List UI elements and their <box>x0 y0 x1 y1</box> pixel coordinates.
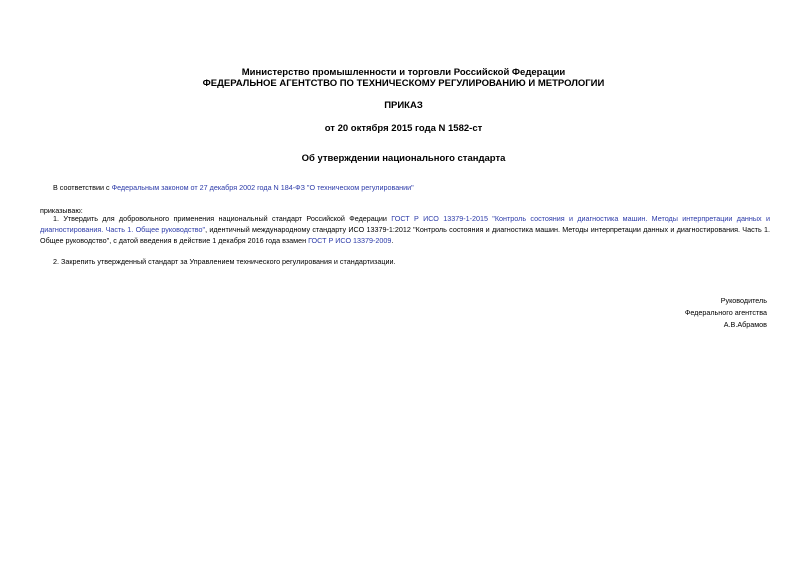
gost-13379-1-2015-link[interactable]: ГОСТ Р ИСО 13379-1-2015 "Контроль состояния и диагностика машин. Методы интерпретации данных и диагностирования. Часть 1. Общее руководство" <box>40 214 770 234</box>
item1-suffix: . <box>391 236 394 245</box>
basis-paragraph <box>40 182 770 193</box>
item1-middle: , идентичный международному стандарту ИСО 13379-1:2012 "Контроль состояния и диагностика машин. Методы интерпретации данных и диагностирования. Часть 1. Общее руководство", с датой введения в действие 1 декабря 2016 года взамен <box>40 225 770 245</box>
ordering-clause: приказываю: <box>40 206 83 215</box>
order-item-2: 2. Закрепить утвержденный стандарт за Управлением технического регулирования и стандартизации. <box>53 257 396 266</box>
gost-13379-2009-link[interactable]: ГОСТ Р ИСО 13379-2009 <box>308 236 392 245</box>
signatory-name: А.В.Абрамов <box>723 320 767 329</box>
agency-heading: ФЕДЕРАЛЬНОЕ АГЕНТСТВО ПО ТЕХНИЧЕСКОМУ РЕГУЛИРОВАНИЮ И МЕТРОЛОГИИ <box>202 78 605 89</box>
signatory-title-line2: Федерального агентства <box>684 308 767 317</box>
signature-block <box>685 295 767 331</box>
federal-law-link[interactable]: Федеральным законом от 27 декабря 2002 года N 184-ФЗ "О техническом регулировании" <box>111 183 414 192</box>
basis-prefix: В соответствии с <box>53 183 112 192</box>
document-subject: Об утверждении национального стандарта <box>301 153 506 164</box>
item1-prefix: 1. Утвердить для добровольного применения национальный стандарт Российской Федерации <box>53 214 392 223</box>
signatory-title-line1: Руководитель <box>720 296 767 305</box>
document-type-heading: ПРИКАЗ <box>384 100 423 111</box>
ministry-heading: Министерство промышленности и торговли Российской Федерации <box>241 67 566 78</box>
document-date-number: от 20 октября 2015 года N 1582-ст <box>324 123 483 134</box>
order-item-1 <box>40 213 770 246</box>
